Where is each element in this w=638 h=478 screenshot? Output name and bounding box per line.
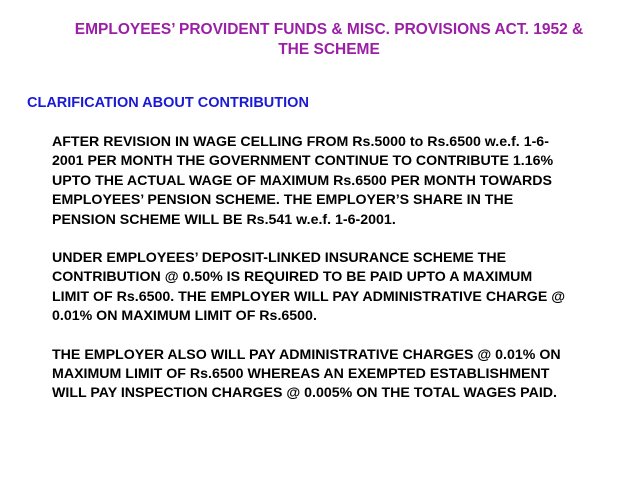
paragraph-pension [52, 133, 632, 230]
slide-title [24, 20, 634, 60]
title-line: THE SCHEME [278, 41, 380, 58]
paragraph-line: UPTO THE ACTUAL WAGE OF MAXIMUM Rs.6500 PER MONTH TOWARDS [52, 172, 553, 189]
paragraph-line: AFTER REVISION IN WAGE CELLING FROM Rs.5000 to Rs.6500 w.e.f. 1-6- [52, 134, 549, 150]
paragraph-line: UNDER EMPLOYEES’ DEPOSIT-LINKED INSURANCE SCHEME THE [52, 250, 507, 267]
paragraph-line: MAXIMUM LIMIT OF Rs.6500 WHEREAS AN EXEMPTED ESTABLISHMENT [52, 366, 550, 383]
paragraph-line: WILL PAY INSPECTION CHARGES @ 0.005% ON THE TOTAL WAGES PAID. [52, 385, 557, 402]
paragraph-line: 0.01% ON MAXIMUM LIMIT OF Rs.6500. [52, 308, 317, 325]
section-heading: CLARIFICATION ABOUT CONTRIBUTION [27, 95, 309, 111]
paragraph-line: CONTRIBUTION @ 0.50% IS REQUIRED TO BE PAID UPTO A MAXIMUM [52, 269, 533, 286]
body-text [52, 133, 632, 423]
paragraph-line: THE EMPLOYER ALSO WILL PAY ADMINISTRATIVE CHARGES @ 0.01% ON [52, 346, 561, 363]
paragraph-line: PENSION SCHEME WILL BE Rs.541 w.e.f. 1-6-2001. [52, 211, 396, 228]
paragraph-line: LIMIT OF Rs.6500. THE EMPLOYER WILL PAY ADMINISTRATIVE CHARGE @ [52, 288, 566, 305]
paragraph-admin-charges [52, 346, 632, 404]
paragraph-insurance [52, 249, 632, 327]
paragraph-line: EMPLOYEES’ PENSION SCHEME. THE EMPLOYER’S SHARE IN THE [52, 192, 514, 209]
title-line: EMPLOYEES’ PROVIDENT FUNDS & MISC. PROVISIONS ACT. 1952 & [74, 21, 584, 38]
paragraph-line: 2001 PER MONTH THE GOVERNMENT CONTINUE TO CONTRIBUTE 1.16% [52, 153, 554, 170]
